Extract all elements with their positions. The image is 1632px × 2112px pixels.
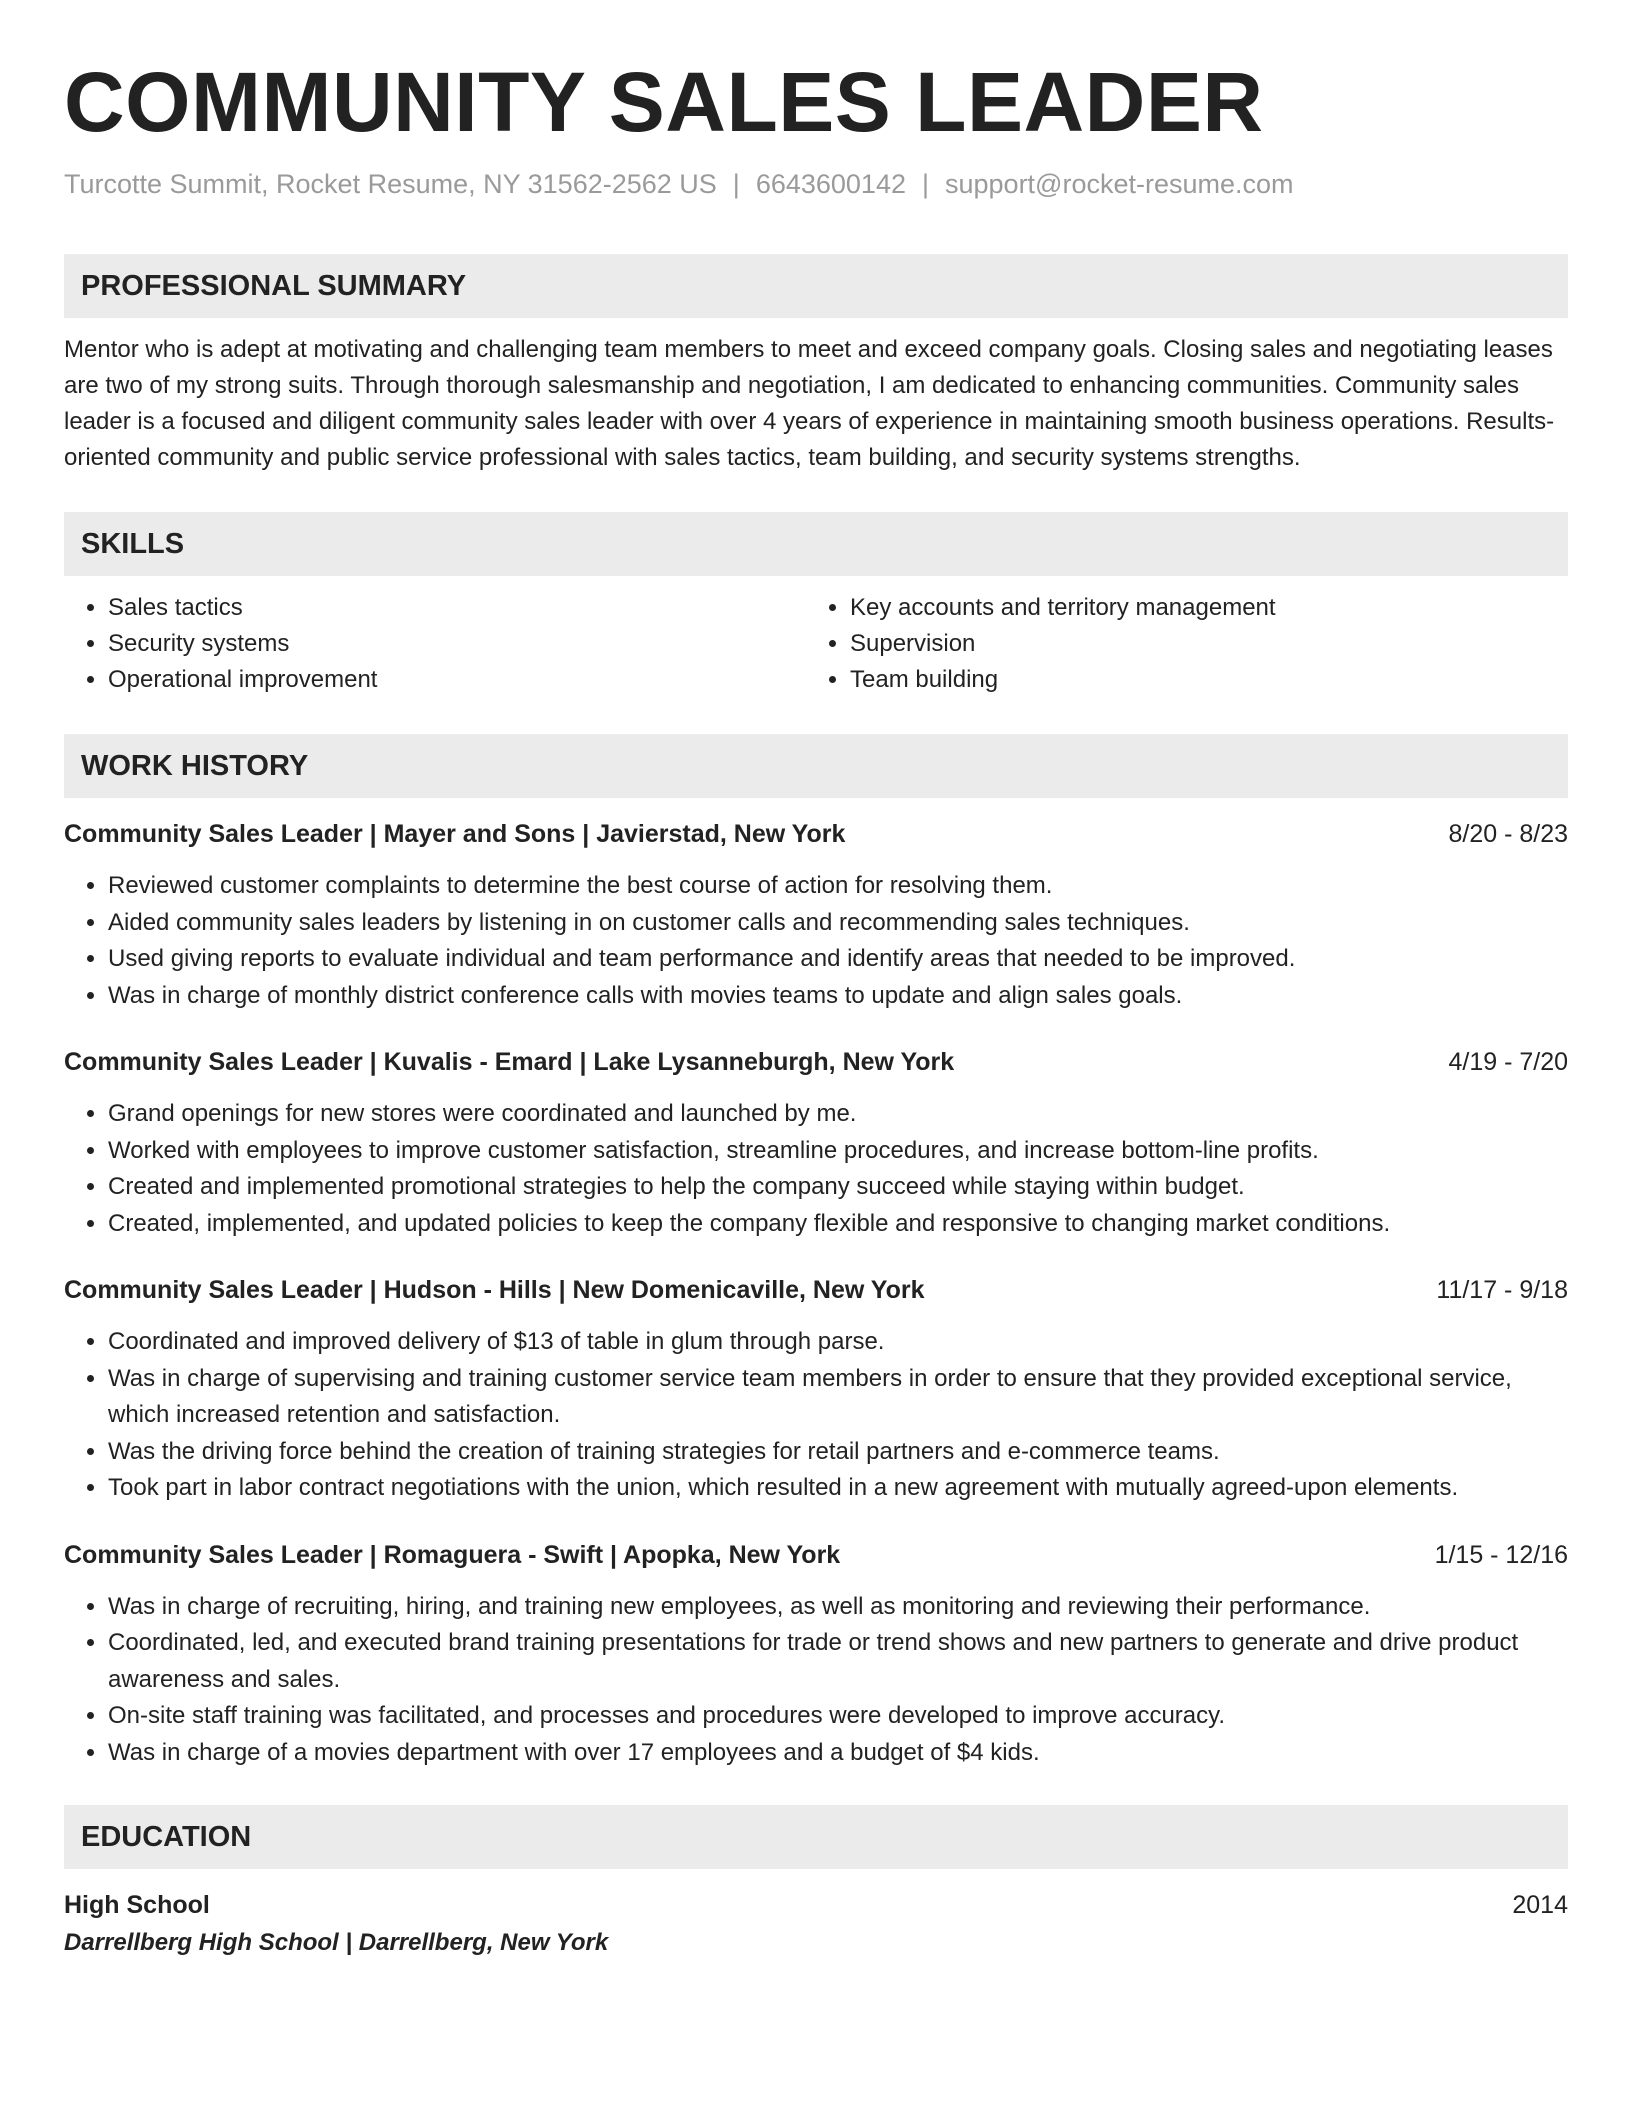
job-header [64, 1044, 1568, 1080]
education-year: 2014 [1512, 1891, 1568, 1919]
job-bullet: • On-site staff training was facilitated, and processes and procedures were developed to improve accuracy. [108, 1698, 1568, 1735]
job-bullet: • Created and implemented promotional strategies to help the company succeed while staying within budget. [108, 1169, 1568, 1206]
job-bullet: • Coordinated and improved delivery of $13 of table in glum through parse. [108, 1324, 1568, 1361]
skills-list [64, 590, 1568, 698]
job-title: Community Sales Leader | Kuvalis - Emard | Lake Lysanneburgh, New York [64, 1048, 955, 1076]
job-dates: 1/15 - 12/16 [1434, 1540, 1568, 1569]
job-bullet: • Reviewed customer complaints to determine the best course of action for resolving them. [108, 868, 1568, 905]
contact-email: support@rocket-resume.com [945, 169, 1294, 199]
job-bullets [64, 868, 1568, 1014]
job-entry [64, 1272, 1568, 1507]
job-header [64, 1272, 1568, 1308]
contact-separator: | [921, 169, 929, 199]
job-bullet: • Used giving reports to evaluate individual and team performance and identify areas that needed to be improved. [108, 941, 1568, 978]
job-bullet: • Coordinated, led, and executed brand training presentations for trade or trend shows and new partners to generate and drive product awareness and sales. [108, 1625, 1568, 1698]
skill-item: • Key accounts and territory management [850, 590, 1548, 626]
job-dates: 11/17 - 9/18 [1436, 1276, 1568, 1304]
job-bullet: • Worked with employees to improve customer satisfaction, streamline procedures, and increase bottom-line profits. [108, 1133, 1568, 1170]
job-title: Community Sales Leader | Mayer and Sons | Javierstad, New York [64, 820, 846, 848]
skills-column-right [806, 590, 1548, 698]
job-entry [64, 816, 1568, 1014]
skill-item: • Operational improvement [108, 662, 806, 698]
skill-item: • Sales tactics [108, 590, 806, 626]
job-header [64, 816, 1568, 852]
skill-item: • Team building [850, 662, 1548, 698]
resume-name: COMMUNITY SALES LEADER [64, 55, 1264, 149]
job-bullet: • Was in charge of monthly district conference calls with movies teams to update and align sales goals. [108, 978, 1568, 1015]
skill-item: • Supervision [850, 626, 1548, 662]
resume-page [64, 52, 1568, 1963]
job-entry [64, 1044, 1568, 1242]
job-title: Community Sales Leader | Hudson - Hills | New Domenicaville, New York [64, 1276, 925, 1304]
skills-section-header: SKILLS [64, 512, 1568, 576]
education-entry [64, 1887, 1568, 1963]
job-header [64, 1537, 1568, 1573]
summary-text: Mentor who is adept at motivating and challenging team members to meet and exceed company goals. Closing sales and negotiating leases are two of my strong suits. Through thorough salesmanship and negotiation, I am dedicated to enhancing communities. Community sales leader is a focused and diligent community sales leader with over 4 years of experience in maintaining smooth business operations. Results-oriented community and public service professional with sales tactics, team building, and security systems strengths. [64, 336, 1555, 471]
job-entry [64, 1537, 1568, 1772]
education-header [64, 1887, 1568, 1923]
job-bullet: • Aided community sales leaders by listening in on customer calls and recommending sales techniques. [108, 905, 1568, 942]
job-dates: 8/20 - 8/23 [1448, 820, 1568, 848]
job-bullet: • Was in charge of recruiting, hiring, and training new employees, as well as monitoring and reviewing their performance. [108, 1589, 1568, 1626]
contact-line [64, 166, 1568, 202]
job-bullet: • Took part in labor contract negotiations with the union, which resulted in a new agreement with mutually agreed-upon elements. [108, 1470, 1568, 1507]
job-dates: 4/19 - 7/20 [1448, 1048, 1568, 1076]
work-history-section-header: WORK HISTORY [64, 734, 1568, 798]
contact-separator: | [732, 169, 740, 199]
job-bullet: • Created, implemented, and updated policies to keep the company flexible and responsive to changing market conditions. [108, 1206, 1568, 1243]
contact-address: Turcotte Summit, Rocket Resume, NY 31562-2562 US [64, 169, 717, 199]
education-section-header: EDUCATION [64, 1805, 1568, 1869]
education-degree: High School [64, 1891, 210, 1919]
job-bullets [64, 1096, 1568, 1242]
job-title: Community Sales Leader | Romaguera - Swift | Apopka, New York [64, 1540, 841, 1569]
job-bullet: • Grand openings for new stores were coordinated and launched by me. [108, 1096, 1568, 1133]
job-bullet: • Was in charge of a movies department with over 17 employees and a budget of $4 kids. [108, 1735, 1568, 1772]
contact-phone: 6643600142 [755, 169, 906, 199]
summary-section-header: PROFESSIONAL SUMMARY [64, 254, 1568, 318]
job-bullets [64, 1589, 1568, 1772]
skill-item: • Security systems [108, 626, 806, 662]
skills-column-left [64, 590, 806, 698]
education-school: Darrellberg High School | Darrellberg, New York [64, 1929, 609, 1956]
job-bullet: • Was the driving force behind the creation of training strategies for retail partners and e-commerce teams. [108, 1434, 1568, 1471]
job-bullet: • Was in charge of supervising and training customer service team members in order to ensure that they provided exceptional service, which increased retention and satisfaction. [108, 1361, 1568, 1434]
job-bullets [64, 1324, 1568, 1507]
